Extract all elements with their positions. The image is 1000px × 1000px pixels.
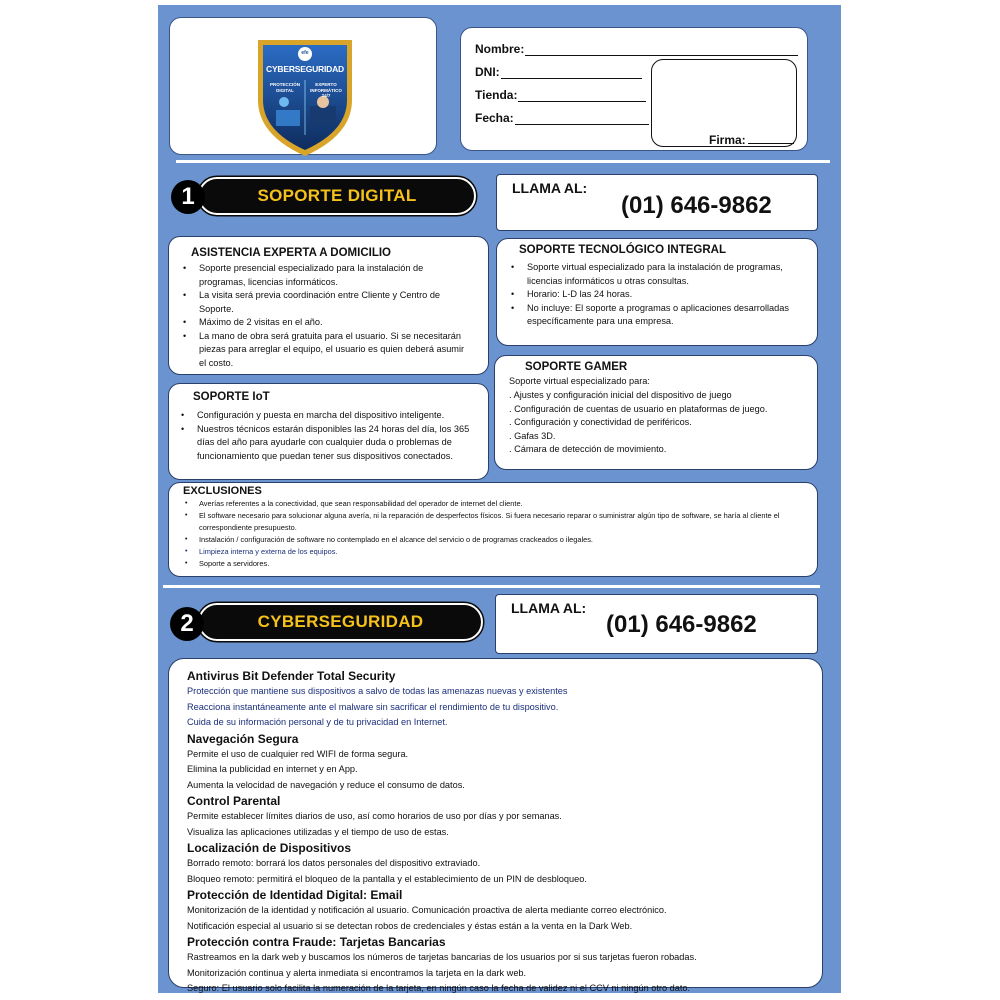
logo-right-tag: EXPERTO INFORMÁTICO 24/7 [310,82,342,98]
block-line: Notificación especial al usuario si se detectan robos de credenciales y éstas están a la venta en la Dark Web. [187,920,633,931]
phone-link-2[interactable]: (01) 646-9862 [606,611,757,638]
block-title: Protección de Identidad Digital: Email [187,888,403,902]
list-item: • La mano de obra será gratuita para el usuario. Si se necesitarán piezas para arreglar el equipo, el usuario es quien deberá asumir el costo. [169,330,469,371]
client-form-box [460,27,808,151]
block-line: Reacciona instantáneamente ante el malware sin sacrificar el rendimiento de tu dispositivo. [187,701,559,712]
call-box-2 [495,594,818,654]
list-item: . Ajustes y configuración inicial del dispositivo de juego [509,390,732,400]
gamer-list [509,389,814,457]
call-box-1 [496,174,818,231]
fecha-label: Fecha: [475,111,514,125]
cyberseguridad-content [187,668,817,997]
exclusiones-box [168,482,818,577]
cyberseguridad-shield-logo [250,30,360,160]
block-line: Cuida de su información personal y de tu privacidad en Internet. [187,717,448,727]
iot-title: SOPORTE IoT [193,391,270,403]
block-title: Localización de Dispositivos [187,841,352,855]
document-sheet [158,5,841,993]
call-label-2: LLAMA AL: [511,600,587,616]
block-title: Navegación Segura [187,731,299,746]
block-line: Bloqueo remoto: permitirá el bloqueo de la pantalla y el establecimiento de un PIN de desbloqueo. [187,873,587,884]
exclusiones-list [169,498,789,570]
cyberseguridad-banner [198,603,483,641]
nombre-field[interactable] [475,42,798,56]
list-item: • Nuestros técnicos estarán disponibles las 24 horas del día, los 365 días del año para ayudarle con cualquier duda o problemas de funcionamiento que puedan tener sus dispositivos conectados. [167,423,483,464]
section-2-number: 2 [170,607,204,641]
gamer-title: SOPORTE GAMER [525,361,628,373]
iot-box [168,383,489,480]
list-item: • La visita será previa coordinación entre Cliente y Centro de Soporte. [169,289,469,316]
domicilio-box [168,236,489,375]
block-line: Monitorización continua y alerta inmediata si encontramos la tarjeta en la dark web. [187,967,527,978]
block-line: Elimina la publicidad en internet y en App. [187,764,358,774]
cyberseguridad-title: CYBERSEGURIDAD [257,612,424,631]
list-item: • No incluye: El soporte a programas o aplicaciones desarrolladas específicamente para una empresa. [497,302,792,329]
tienda-label: Tienda: [475,88,518,102]
list-item: . Gafas 3D. [509,430,556,441]
list-item: • Averías referentes a la conectividad, que sean responsabilidad del operador de internet del cliente. [169,498,789,510]
domicilio-title: ASISTENCIA EXPERTA A DOMICILIO [191,247,391,259]
dni-field[interactable] [475,65,642,79]
domicilio-list [169,262,469,370]
list-item: • Soporte virtual especializado para la instalación de programas, licencias informáticos u otras consultas. [497,261,792,288]
list-item: • Máximo de 2 visitas en el año. [169,316,469,330]
block-line: Visualiza las aplicaciones utilizadas y el tiempo de uso de estas. [187,826,449,837]
logo-title: CYBERSEGURIDAD [266,64,344,74]
block-title: Protección contra Fraude: Tarjetas Bancarias [187,935,446,949]
soporte-digital-title: SOPORTE DIGITAL [257,186,417,205]
list-item: • Horario: L-D las 24 horas. [497,288,792,302]
section-1-number: 1 [171,180,205,214]
block-line: Permite establecer límites diarios de uso, así como horarios de uso por días y por semanas. [187,811,562,821]
gamer-intro: Soporte virtual especializado para: [509,376,650,386]
exclusiones-title: EXCLUSIONES [183,485,262,497]
fecha-field[interactable] [475,111,649,125]
list-item: • Soporte presencial especializado para la instalación de programas, licencias informáticos. [169,262,469,289]
iot-list [167,409,483,463]
block-line: Rastreamos en la dark web y buscamos los números de tarjetas bancarias de los usuarios por si sus tarjetas fueron robadas. [187,952,697,962]
tienda-line[interactable] [518,90,646,102]
list-item: • Limpieza interna y externa de los equipos. [169,546,789,558]
top-divider [176,160,830,163]
list-item: . Configuración y conectividad de periféricos. [509,417,692,427]
list-item: . Configuración de cuentas de usuario en plataformas de juego. [509,403,768,414]
list-item: • El software necesario para solucionar alguna avería, ni la reparación de desperfectos físicos. Si fuera necesario reparar o suministrar algún tipo de software, se haría al cliente el correspondiente presupuesto. [169,510,789,534]
middle-divider [163,585,820,588]
integral-title: SOPORTE TECNOLÓGICO INTEGRAL [519,244,727,256]
list-item: . Cámara de detección de movimiento. [509,444,667,454]
firma-label: Firma: [709,133,746,147]
nombre-label: Nombre: [475,42,525,56]
cyberseguridad-box [168,658,823,993]
call-label-1: LLAMA AL: [512,180,588,196]
gamer-box [494,355,818,470]
logo-left-tag: PROTECCIÓN DIGITAL [269,82,300,93]
dni-line[interactable] [501,67,642,79]
fecha-line[interactable] [515,113,649,125]
soporte-digital-banner [198,177,476,215]
logo-badge: efe [301,50,309,56]
nombre-line[interactable] [525,44,798,56]
block-line: Seguro: El usuario solo facilita la numeración de la tarjeta, en ningún caso la fecha de validez ni el CCV ni ningún otro dato. [187,983,691,993]
logo-box [169,17,437,155]
integral-box [496,238,818,346]
block-line: Borrado remoto: borrará los datos personales del dispositivo extraviado. [187,858,481,868]
tienda-field[interactable] [475,88,646,102]
block-line: Protección que mantiene sus dispositivos a salvo de todas las amenazas nuevas y existentes [187,686,568,696]
block-line: Permite el uso de cualquier red WIFI de forma segura. [187,748,409,759]
phone-link-1[interactable]: (01) 646-9862 [621,192,772,219]
block-line: Aumenta la velocidad de navegación y reduce el consumo de datos. [187,779,465,790]
list-item: • Soporte a servidores. [169,558,789,570]
block-title: Antivirus Bit Defender Total Security [187,669,396,683]
dni-label: DNI: [475,65,500,79]
block-title: Control Parental [187,794,281,808]
list-item: • Configuración y puesta en marcha del dispositivo inteligente. [167,409,483,423]
list-item: • Instalación / configuración de software no contemplado en el alcance del servicio o de programas crackeados o ilegales. [169,534,789,546]
firma-line[interactable] [748,132,794,144]
block-line: Monitorización de la identidad y notificación al usuario. Comunicación proactiva de alerta mediante correo electrónico. [187,905,667,915]
integral-list [497,261,792,329]
